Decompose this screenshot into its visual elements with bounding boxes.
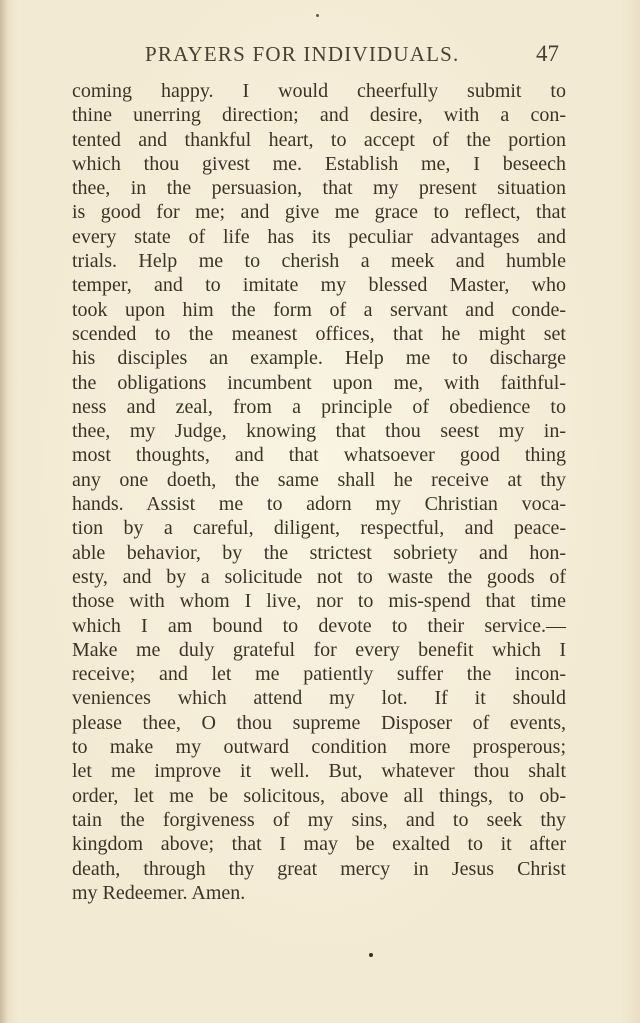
page-number: 47 — [536, 41, 559, 66]
text-line: which thou givest me. Establish me, I beseech — [72, 152, 566, 175]
text-line: receive; and let me patiently suffer the incon- — [72, 663, 566, 686]
text-line: ness and zeal, from a principle of obedience to — [72, 395, 566, 418]
text-line: coming happy. I would cheerfully submit to — [72, 80, 566, 102]
text-line: is good for me; and give me grace to reflect, that — [72, 201, 566, 224]
text-line: kingdom above; that I may be exalted to it after — [72, 833, 566, 856]
text-line: most thoughts, and that whatsoever good thing — [72, 444, 566, 467]
running-head: PRAYERS FOR INDIVIDUALS. — [145, 42, 460, 66]
text-line: tion by a careful, diligent, respectful, and peace- — [72, 517, 566, 540]
text-line: veniences which attend my lot. If it should — [72, 687, 566, 710]
text-line: let me improve it well. But, whatever thou shalt — [72, 760, 566, 783]
text-line: hands. Assist me to adorn my Christian voca- — [72, 493, 566, 516]
text-line: Make me duly grateful for every benefit which I — [72, 638, 566, 661]
text-line: any one doeth, the same shall he receive at thy — [72, 468, 566, 491]
text-line: trials. Help me to cherish a meek and humble — [72, 250, 566, 273]
text-line: tented and thankful heart, to accept of the portion — [72, 128, 566, 151]
text-line: thee, in the persuasion, that my present situation — [72, 177, 566, 200]
prayer-text — [72, 79, 566, 905]
ink-speck-bottom — [369, 953, 373, 957]
page-edge-shadow — [0, 0, 8, 1023]
text-line: took upon him the form of a servant and conde- — [72, 298, 566, 321]
text-line: able behavior, by the strictest sobriety and hon- — [72, 541, 566, 564]
text-line: temper, and to imitate my blessed Master, who — [72, 274, 566, 297]
text-line: death, through thy great mercy in Jesus Christ — [72, 857, 566, 880]
ink-speck-top — [316, 14, 319, 17]
text-line: those with whom I live, nor to mis-spend that time — [72, 590, 566, 613]
text-line: every state of life has its peculiar advantages and — [72, 225, 566, 248]
text-line: thee, my Judge, knowing that thou seest my in- — [72, 420, 566, 443]
text-line: esty, and by a solicitude not to waste the goods of — [72, 565, 566, 588]
text-line: tain the forgiveness of my sins, and to seek thy — [72, 808, 566, 831]
text-line-final: my Redeemer. Amen. — [72, 881, 246, 904]
text-line: order, let me be solicitous, above all things, to ob- — [72, 784, 566, 807]
text-line: the obligations incumbent upon me, with faithful- — [72, 371, 566, 394]
text-line: scended to the meanest offices, that he might set — [72, 322, 566, 345]
text-line: which I am bound to devote to their service.— — [72, 614, 566, 637]
text-line: please thee, O thou supreme Disposer of events, — [72, 711, 566, 734]
text-line: his disciples an example. Help me to discharge — [72, 347, 566, 370]
text-line: thine unerring direction; and desire, with a con- — [72, 104, 566, 127]
text-line: to make my outward condition more prosperous; — [72, 736, 566, 759]
